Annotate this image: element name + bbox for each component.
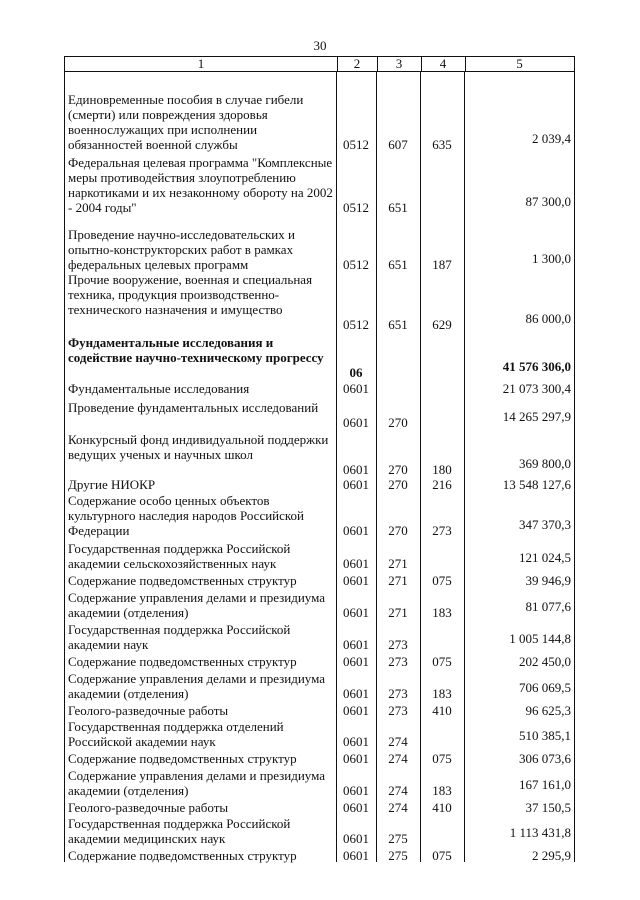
row-amount: 306 073,6 [519, 751, 571, 766]
page-number: 30 [313, 38, 327, 53]
row-section-code: 0601 [343, 783, 369, 798]
row-expense-code: 075 [432, 573, 452, 588]
row-expense-code: 635 [432, 137, 452, 152]
row-target-code: 273 [388, 703, 408, 718]
row-expense-code: 216 [432, 477, 452, 492]
row-amount: 1 005 144,8 [509, 631, 571, 646]
row-amount: 347 370,3 [519, 517, 571, 532]
row-target-code: 271 [388, 556, 408, 571]
row-section-code: 0601 [343, 637, 369, 652]
row-name: Государственная поддержка Российской академии сельскохозяйственных наук [68, 541, 291, 571]
row-target-code: 270 [388, 477, 408, 492]
row-name: Государственная поддержка Российской академии наук [68, 622, 291, 652]
table-row [64, 272, 575, 332]
row-name: Геолого-разведочные работы [68, 800, 229, 815]
row-amount: 41 576 306,0 [502, 359, 571, 374]
header-col-3: 3 [377, 57, 422, 71]
header-col-1: 1 [65, 57, 338, 71]
table-header [64, 56, 575, 72]
row-name: Содержание подведомственных структур [68, 654, 297, 669]
row-expense-code: 183 [432, 783, 452, 798]
row-target-code: 651 [388, 317, 408, 332]
row-target-code: 275 [388, 848, 408, 863]
row-target-code: 273 [388, 637, 408, 652]
row-name: Содержание подведомственных структур [68, 751, 297, 766]
row-amount: 369 800,0 [519, 456, 571, 471]
row-target-code: 607 [388, 137, 408, 152]
row-amount: 81 077,6 [525, 599, 571, 614]
row-name: Геолого-разведочные работы [68, 703, 229, 718]
row-name: Содержание особо ценных объектов культурного наследия народов Российской Федерации [68, 493, 305, 538]
row-target-code: 271 [388, 605, 408, 620]
row-section-code: 0601 [343, 686, 369, 701]
row-section-code: 0512 [343, 200, 369, 215]
row-name: Фундаментальные исследования [68, 381, 250, 396]
row-amount: 167 161,0 [519, 777, 571, 792]
row-amount: 510 385,1 [519, 728, 571, 743]
row-section-code: 0601 [343, 462, 369, 477]
row-expense-code: 180 [432, 462, 452, 477]
row-target-code: 273 [388, 654, 408, 669]
row-target-code: 651 [388, 200, 408, 215]
row-amount: 39 946,9 [525, 573, 571, 588]
row-name: Содержание подведомственных структур [68, 848, 297, 863]
row-name: Государственная поддержка Российской академии медицинских наук [68, 816, 291, 846]
row-name: Проведение фундаментальных исследований [68, 400, 319, 415]
row-section-code: 0512 [343, 317, 369, 332]
row-section-code: 0601 [343, 831, 369, 846]
table-row [64, 768, 575, 798]
row-section-code: 0601 [343, 477, 369, 492]
row-amount: 1 113 431,8 [509, 825, 571, 840]
table-row [64, 432, 575, 477]
row-section-code: 0601 [343, 415, 369, 430]
row-name: Государственная поддержка отделений Российской академии наук [68, 719, 284, 749]
row-amount: 21 073 300,4 [502, 381, 571, 396]
row-name: Прочие вооружение, военная и специальная техника, продукция производственно-технического назначения и имущество [68, 272, 313, 317]
row-expense-code: 183 [432, 686, 452, 701]
row-name: Федеральная целевая программа "Комплексные меры противодействия злоупотреблению наркотиками и их незаконному обороту на 2002 - 2004 годы" [68, 155, 333, 215]
row-amount: 37 150,5 [525, 800, 571, 815]
row-target-code: 270 [388, 462, 408, 477]
table-row [64, 848, 575, 863]
row-amount: 14 265 297,9 [502, 409, 571, 424]
row-expense-code: 273 [432, 523, 452, 538]
row-target-code: 273 [388, 686, 408, 701]
table-row [64, 493, 575, 538]
row-target-code: 275 [388, 831, 408, 846]
table-row [64, 92, 575, 152]
row-section-code: 0601 [343, 734, 369, 749]
row-expense-code: 075 [432, 848, 452, 863]
table-row [64, 800, 575, 815]
row-target-code: 271 [388, 573, 408, 588]
row-amount: 121 024,5 [519, 550, 571, 565]
table-row [64, 703, 575, 718]
row-section-code: 0601 [343, 381, 369, 396]
row-amount: 13 548 127,6 [502, 477, 571, 492]
header-col-5: 5 [516, 56, 523, 71]
table-row [64, 622, 575, 652]
row-target-code: 651 [388, 257, 408, 272]
row-expense-code: 410 [432, 703, 452, 718]
table-row [64, 671, 575, 701]
row-name: Конкурсный фонд индивидуальной поддержки ведущих ученых и научных школ [68, 432, 329, 462]
row-name: Содержание подведомственных структур [68, 573, 297, 588]
row-section-code: 0601 [343, 703, 369, 718]
row-target-code: 274 [388, 800, 408, 815]
table-row [64, 335, 575, 380]
row-amount: 87 300,0 [525, 194, 571, 209]
row-section-code: 0601 [343, 654, 369, 669]
row-section-code: 0601 [343, 605, 369, 620]
row-target-code: 274 [388, 783, 408, 798]
row-name: Содержание управления делами и президиума академии (отделения) [68, 768, 326, 798]
row-target-code: 274 [388, 734, 408, 749]
row-expense-code: 183 [432, 605, 452, 620]
table-row [64, 654, 575, 669]
table-row [64, 541, 575, 571]
table-row [64, 751, 575, 766]
header-col-2: 2 [337, 57, 378, 71]
row-target-code: 274 [388, 751, 408, 766]
row-amount: 2 295,9 [532, 848, 571, 863]
row-section-code: 06 [349, 365, 363, 380]
table-row [64, 227, 575, 272]
row-name: Единовременные пособия в случае гибели (смерти) или повреждения здоровья военнослужащих при исполнении обязанностей военной службы [68, 92, 304, 152]
row-expense-code: 187 [432, 257, 452, 272]
table-row [64, 477, 575, 492]
row-expense-code: 075 [432, 751, 452, 766]
header-col-4: 4 [421, 57, 466, 71]
row-name: Содержание управления делами и президиума академии (отделения) [68, 671, 326, 701]
row-section-code: 0601 [343, 523, 369, 538]
row-section-code: 0512 [343, 257, 369, 272]
row-section-code: 0601 [343, 751, 369, 766]
row-name: Фундаментальные исследования и содействие научно-техническому прогрессу [68, 335, 324, 365]
table-row [64, 573, 575, 588]
table-row [64, 719, 575, 749]
row-name: Содержание управления делами и президиума академии (отделения) [68, 590, 326, 620]
table-row [64, 400, 575, 430]
row-expense-code: 629 [432, 317, 452, 332]
row-amount: 706 069,5 [519, 680, 571, 695]
table-row [64, 381, 575, 396]
row-name: Проведение научно-исследовательских и опытно-конструкторских работ в рамках федеральных целевых программ [68, 227, 295, 272]
row-expense-code: 075 [432, 654, 452, 669]
row-section-code: 0601 [343, 800, 369, 815]
row-target-code: 270 [388, 523, 408, 538]
row-amount: 1 300,0 [532, 251, 571, 266]
row-amount: 2 039,4 [532, 131, 571, 146]
row-amount: 96 625,3 [525, 703, 571, 718]
row-target-code: 270 [388, 415, 408, 430]
row-expense-code: 410 [432, 800, 452, 815]
table-row [64, 816, 575, 846]
row-section-code: 0601 [343, 848, 369, 863]
row-section-code: 0512 [343, 137, 369, 152]
row-section-code: 0601 [343, 573, 369, 588]
row-amount: 86 000,0 [525, 311, 571, 326]
row-section-code: 0601 [343, 556, 369, 571]
table-row [64, 155, 575, 215]
table-row [64, 590, 575, 620]
row-name: Другие НИОКР [68, 477, 156, 492]
row-amount: 202 450,0 [519, 654, 571, 669]
